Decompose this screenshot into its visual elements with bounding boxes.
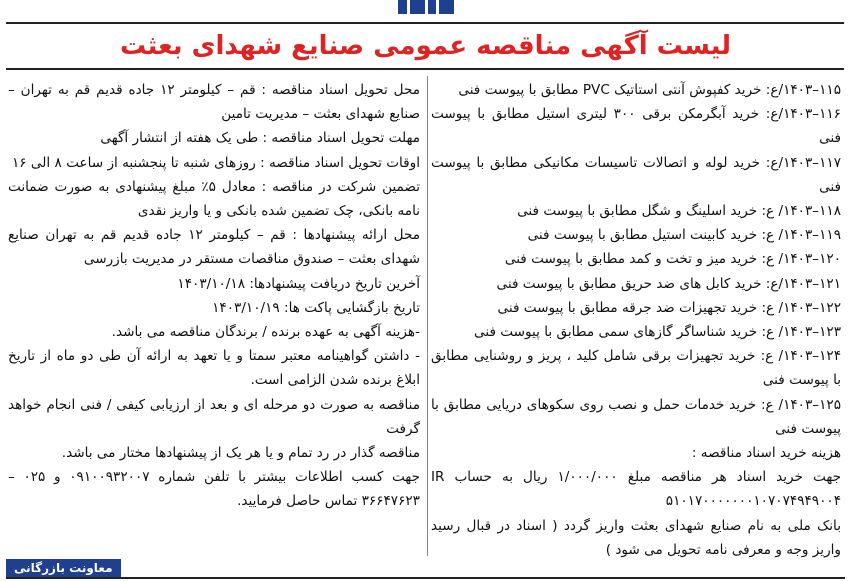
tender-item-123: ۱۲۳–۱۴۰۳/ ع: خرید شناساگر گازهای سمی مطابق با پیوست فنی [474,324,841,341]
publisher-logo [398,0,454,14]
tender-item-118: ۱۱۸–۱۴۰۳/ ع: خرید اسلینگ و شگل مطابق با پیوست فنی [517,203,841,220]
ad-cost-note: -هزینه آگهی به عهده برنده / برندگان مناقصه می باشد. [111,324,420,341]
delivery-hours: اوقات تحویل اسناد مناقصه : روزهای شنبه تا پنجشنبه از ساعت ۸ الی ۱۶ [11,154,420,171]
document-fee-heading: هزینه خرید اسناد مناقصه : [691,445,841,462]
tender-conditions-column [8,78,420,514]
proposal-deadline: آخرین تاریخ دریافت پیشنهادها: ۱۴۰۳/۱۰/۱۸ [177,275,420,292]
contact-info: جهت کسب اطلاعات بیشتر با تلفن شماره ۰۹۱۰۰۹۳۲۰۰۷ و ۰۲۵ – ۳۶۶۴۷۶۲۳ تماس حاصل فرمایید. [8,469,420,510]
department-tag: معاونت بازرگانی [6,559,121,577]
column-divider [427,76,428,556]
proposal-location: محل ارائه پیشنهادها : قم – کیلومتر ۱۲ جاده قدیم قم به تهران صنایع شهدای بعثت – صندوق مناقصات مستقر در مدیریت بازرسی [8,227,421,268]
tender-item-119: ۱۱۹–۱۴۰۳/ ع: خرید کابینت استیل مطابق با پیوست فنی [527,227,841,244]
opening-date: تاریخ بازگشایی پاکت ها: ۱۴۰۳/۱۰/۱۹ [212,299,420,316]
certificate-requirement: - داشتن گواهینامه معتبر سمتا و یا تعهد به ارائه آن طی دو ماه از تاریخ ابلاغ برنده شدن الزامی است. [8,348,420,389]
tender-item-115: ۱۱۵–۱۴۰۳/ع: خرید کفپوش آنتی استاتیک PVC مطابق با پیوست فنی [458,82,841,98]
tender-item-120: ۱۲۰–۱۴۰۳/ ع: خرید میز و تخت و کمد مطابق با پیوست فنی [504,251,841,268]
tender-item-124: ۱۲۴–۱۴۰۳/ ع: خرید تجهیزات برقی شامل کلید ، پریز و روشنایی مطابق با پیوست فنی [431,348,841,389]
document-fee-account: جهت خرید اسناد هر مناقصه مبلغ ۱/۰۰۰/۰۰۰ ریال به حساب IR ۵۱۰۱۷۰۰۰۰۰۰۰۱۰۷۰۷۴۹۴۹۰۰۴ [431,469,841,510]
delivery-location: محل تحویل اسناد مناقصه : قم – کیلومتر ۱۲ جاده قدیم قم به تهران – صنایع شهدای بعثت – مدیریت تامین [8,82,421,123]
tender-item-121: ۱۲۱–۱۴۰۳/ع: خرید کابل های ضد حریق مطابق با پیوست فنی [496,275,841,292]
evaluation-note: مناقصه به صورت دو مرحله ای و بعد از ارزیابی کیفی / فنی انجام خواهد گرفت [8,396,420,437]
tender-item-117: ۱۱۷–۱۴۰۳/ع: خرید لوله و اتصالات تاسیسات مکانیکی مطابق با پیوست فنی [431,154,841,195]
rejection-right: مناقصه گذار در رد تمام و یا هر یک از پیشنهادها مختار می باشد. [61,445,420,462]
delivery-deadline: مهلت تحویل اسناد مناقصه : طی یک هفته از انتشار آگهی [100,130,420,147]
tender-items-column [431,78,841,562]
document-fee-note: بانک ملی به نام صنایع شهدای بعثت واریز گردد ( اسناد در قبال رسید واریز وجه و معرفی نامه تحویل می شود ) [431,517,841,558]
page-title: لیست آگهی مناقصه عمومی صنایع شهدای بعثت [119,31,732,61]
tender-item-116: ۱۱۶–۱۴۰۳/ع: خرید آبگرمکن برقی ۳۰۰ لیتری استیل مطابق با پیوست فنی [431,106,841,147]
tender-item-122: ۱۲۲–۱۴۰۳/ ع: خرید تجهیزات ضد جرقه مطابق با پیوست فنی [497,299,841,316]
tender-item-125: ۱۲۵–۱۴۰۳/ ع: خرید خدمات حمل و نصب روی سکوهای دریایی مطابق با پیوست فنی [431,396,841,437]
participation-guarantee: تضمین شرکت در مناقصه : معادل ۵٪ مبلغ پیشنهادی به صورت ضمانت نامه بانکی، چک تضمین شده بانکی و یا واریز نقدی [8,178,420,220]
bottom-rule [6,577,845,579]
